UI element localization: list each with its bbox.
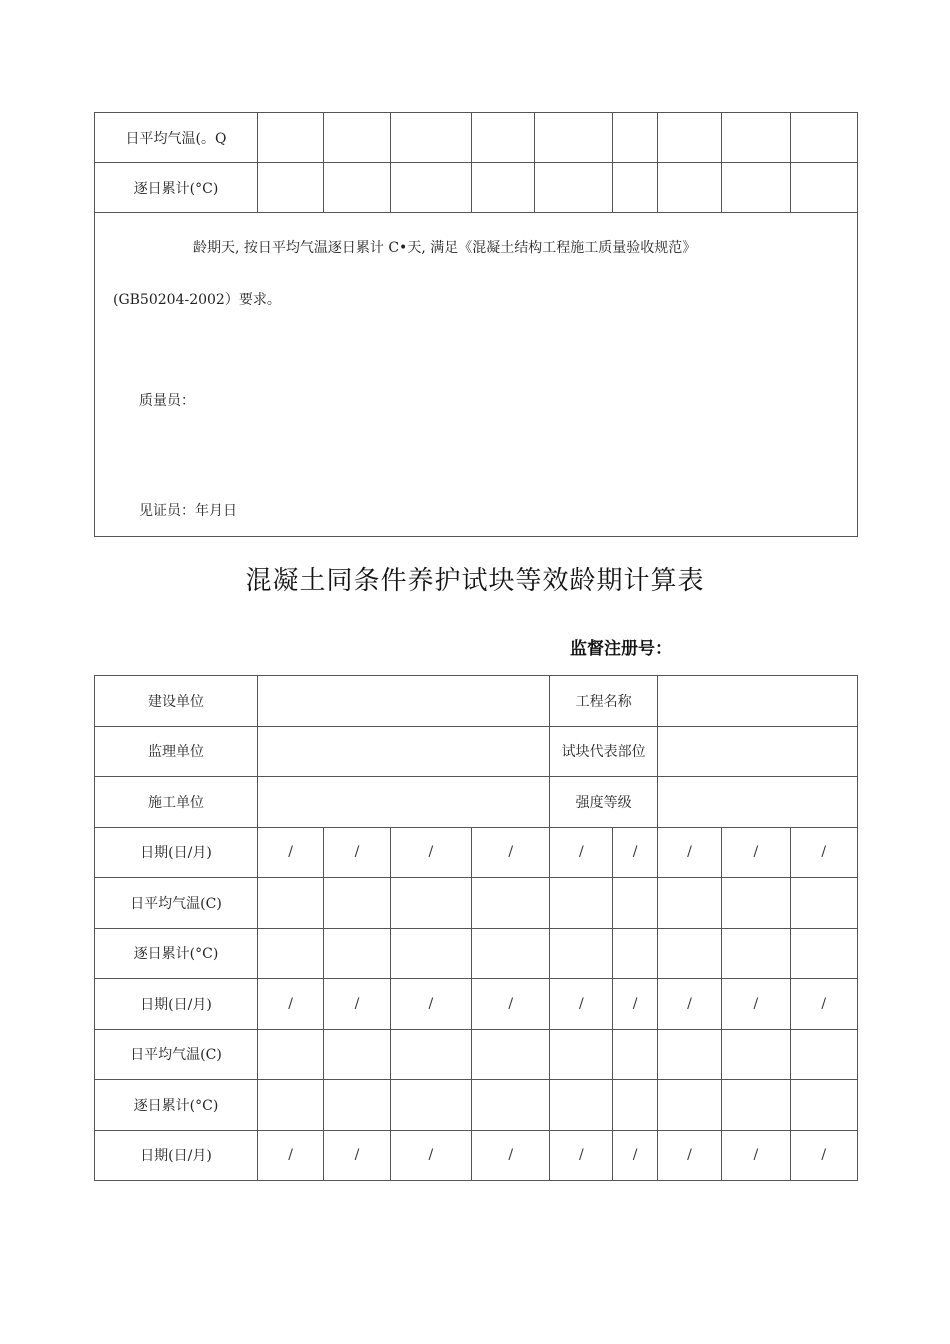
date-cell[interactable]: /	[550, 1130, 613, 1181]
info-row-build	[95, 676, 858, 727]
table-cell[interactable]	[657, 163, 721, 213]
date-label: 日期(日/月)	[95, 1130, 258, 1181]
date-cell[interactable]: /	[390, 1130, 472, 1181]
avg-temp-label: 日平均气温(C)	[95, 878, 258, 929]
date-cell[interactable]: /	[722, 979, 790, 1030]
table-cell[interactable]	[657, 928, 721, 979]
table-cell[interactable]	[790, 1080, 857, 1131]
table-cell[interactable]	[722, 1029, 790, 1080]
specimen-part-value[interactable]	[657, 726, 857, 777]
date-cell[interactable]: /	[258, 1130, 324, 1181]
construct-unit-value[interactable]	[258, 777, 550, 828]
table-cell[interactable]	[790, 163, 857, 213]
table-cell[interactable]	[324, 878, 390, 929]
table-cell[interactable]	[613, 113, 658, 163]
table-cell[interactable]	[472, 1080, 550, 1131]
date-cell[interactable]: /	[657, 827, 721, 878]
top-cumulative-row	[95, 163, 858, 213]
table-cell[interactable]	[472, 928, 550, 979]
cumulative-label: 逐日累计(°C)	[95, 928, 258, 979]
conclusion-box	[95, 213, 858, 537]
standard-reference: (GB50204-2002）要求。	[113, 292, 281, 308]
table-cell[interactable]	[613, 928, 658, 979]
table-cell[interactable]	[324, 113, 390, 163]
project-name-value[interactable]	[657, 676, 857, 727]
table-cell[interactable]	[472, 113, 535, 163]
table-cell[interactable]	[613, 163, 658, 213]
table-cell[interactable]	[613, 878, 658, 929]
table-cell[interactable]	[657, 878, 721, 929]
table-cell[interactable]	[324, 928, 390, 979]
conclusion-text: 龄期天, 按日平均气温逐日累计 C•天, 满足《混凝土结构工程施工质量验收规范》	[193, 240, 697, 256]
table-cell[interactable]	[550, 1029, 613, 1080]
table-cell[interactable]	[472, 163, 535, 213]
date-label: 日期(日/月)	[95, 979, 258, 1030]
build-unit-label: 建设单位	[95, 676, 258, 727]
construct-unit-label: 施工单位	[95, 777, 258, 828]
witness-label: 见证员：年月日	[139, 503, 237, 519]
table-cell[interactable]	[550, 1080, 613, 1131]
date-cell[interactable]: /	[613, 979, 658, 1030]
table-cell[interactable]	[722, 1080, 790, 1131]
equivalent-age-table	[94, 675, 858, 1181]
date-label: 日期(日/月)	[95, 827, 258, 878]
page-title: 混凝土同条件养护试块等效龄期计算表	[245, 566, 705, 596]
registration-number-label: 监督注册号：	[570, 639, 672, 659]
cumulative-row	[95, 928, 858, 979]
table-cell[interactable]	[258, 1080, 324, 1131]
table-cell[interactable]	[390, 163, 472, 213]
date-cell[interactable]: /	[613, 827, 658, 878]
table-cell[interactable]	[722, 878, 790, 929]
table-cell[interactable]	[790, 113, 857, 163]
table-cell[interactable]	[790, 928, 857, 979]
date-cell[interactable]: /	[258, 827, 324, 878]
date-cell[interactable]: /	[657, 979, 721, 1030]
date-cell[interactable]: /	[390, 827, 472, 878]
cumulative-label: 逐日累计(°C)	[95, 163, 258, 213]
table-cell[interactable]	[324, 1029, 390, 1080]
date-cell[interactable]: /	[550, 827, 613, 878]
date-cell[interactable]: /	[722, 1130, 790, 1181]
avg-temp-row	[95, 878, 858, 929]
avg-temp-row	[95, 1029, 858, 1080]
table-cell[interactable]	[258, 1029, 324, 1080]
table-cell[interactable]	[790, 1029, 857, 1080]
date-cell[interactable]: /	[613, 1130, 658, 1181]
table-cell[interactable]	[324, 163, 390, 213]
date-cell[interactable]: /	[324, 979, 390, 1030]
date-cell[interactable]: /	[390, 979, 472, 1030]
table-cell[interactable]	[550, 878, 613, 929]
table-cell[interactable]	[258, 113, 324, 163]
table-cell[interactable]	[535, 163, 613, 213]
table-cell[interactable]	[657, 1080, 721, 1131]
table-cell[interactable]	[390, 928, 472, 979]
strength-grade-label: 强度等级	[550, 777, 658, 828]
table-cell[interactable]	[722, 928, 790, 979]
table-cell[interactable]	[613, 1080, 658, 1131]
table-cell[interactable]	[258, 878, 324, 929]
table-cell[interactable]	[390, 878, 472, 929]
info-row-supervise	[95, 726, 858, 777]
cumulative-row	[95, 1080, 858, 1131]
top-avg-temp-row	[95, 113, 858, 163]
date-row	[95, 979, 858, 1030]
date-row	[95, 1130, 858, 1181]
specimen-part-label: 试块代表部位	[550, 726, 658, 777]
table-cell[interactable]	[472, 878, 550, 929]
date-cell[interactable]: /	[472, 979, 550, 1030]
date-cell[interactable]: /	[472, 827, 550, 878]
strength-grade-value[interactable]	[657, 777, 857, 828]
table-cell[interactable]	[324, 1080, 390, 1131]
date-cell[interactable]: /	[258, 979, 324, 1030]
date-row	[95, 827, 858, 878]
info-row-construct	[95, 777, 858, 828]
build-unit-value[interactable]	[258, 676, 550, 727]
table-cell[interactable]	[472, 1029, 550, 1080]
project-name-label: 工程名称	[550, 676, 658, 727]
cumulative-label: 逐日累计(°C)	[95, 1080, 258, 1131]
date-cell[interactable]: /	[722, 827, 790, 878]
date-cell[interactable]: /	[550, 979, 613, 1030]
table-cell[interactable]	[390, 1080, 472, 1131]
supervise-unit-label: 监理单位	[95, 726, 258, 777]
date-cell[interactable]: /	[324, 1130, 390, 1181]
table-cell[interactable]	[657, 1029, 721, 1080]
top-temperature-table	[94, 112, 858, 537]
date-cell[interactable]: /	[790, 979, 857, 1030]
quality-inspector-label: 质量员：	[139, 393, 195, 409]
table-cell[interactable]	[535, 113, 613, 163]
table-cell[interactable]	[550, 928, 613, 979]
table-cell[interactable]	[722, 113, 790, 163]
date-cell[interactable]: /	[657, 1130, 721, 1181]
table-cell[interactable]	[390, 113, 472, 163]
date-cell[interactable]: /	[472, 1130, 550, 1181]
avg-temp-label: 日平均气温(C)	[95, 1029, 258, 1080]
note-row	[95, 213, 858, 537]
avg-temp-label: 日平均气温(。Q	[95, 113, 258, 163]
date-cell[interactable]: /	[324, 827, 390, 878]
date-cell[interactable]: /	[790, 827, 857, 878]
date-cell[interactable]: /	[790, 1130, 857, 1181]
table-cell[interactable]	[258, 163, 324, 213]
table-cell[interactable]	[657, 113, 721, 163]
table-cell[interactable]	[722, 163, 790, 213]
table-cell[interactable]	[613, 1029, 658, 1080]
supervise-unit-value[interactable]	[258, 726, 550, 777]
table-cell[interactable]	[390, 1029, 472, 1080]
table-cell[interactable]	[790, 878, 857, 929]
table-cell[interactable]	[258, 928, 324, 979]
